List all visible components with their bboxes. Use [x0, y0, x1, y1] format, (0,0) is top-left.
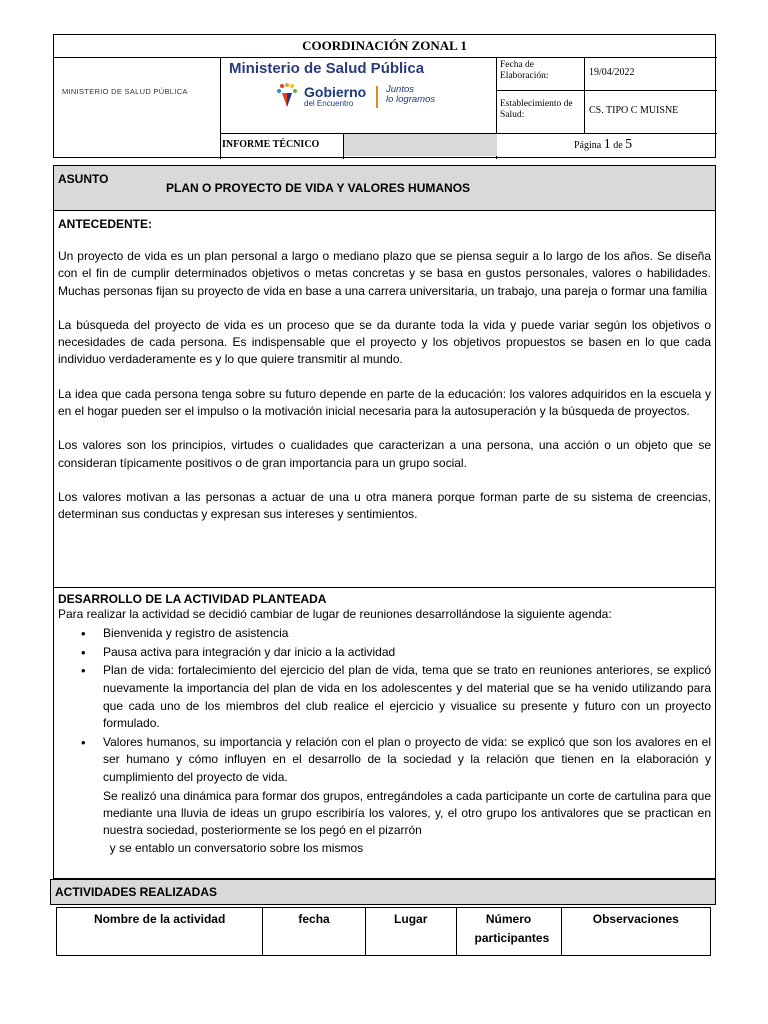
column-header-nombre: Nombre de la actividad [57, 908, 263, 955]
antecedente-paragraph: La búsqueda del proyecto de vida es un proceso que se da durante toda la vida y puede variar según los objetivos o necesidades de cada persona. Es indispensable que el proyecto y los objetivos propuestos se basen en lo que cada individuo verdaderamente es y lo que quiere transmitir al mundo. [58, 317, 711, 367]
asunto-row [54, 166, 715, 211]
header-divider [54, 57, 717, 58]
ministerio-logo-text: Ministerio de Salud Pública [229, 60, 425, 77]
pagina-total: 5 [625, 137, 633, 152]
coordinacion-title: COORDINACIÓN ZONAL 1 [302, 38, 467, 53]
gobierno-logo [276, 83, 466, 119]
column-header-fecha: fecha [263, 908, 366, 955]
antecedente-paragraph: Los valores motivan a las personas a actuar de una u otra manera porque forman parte de su sistema de creencias, determinan sus conductas y expresan sus intereses y sentimientos. [58, 489, 711, 522]
desarrollo-heading: DESARROLLO DE LA ACTIVIDAD PLANTEADA [58, 592, 327, 606]
agenda-list [58, 625, 711, 786]
column-header-observaciones: Observaciones [592, 912, 679, 926]
desarrollo-section [54, 588, 715, 857]
header-divider [584, 57, 585, 133]
actividades-heading: ACTIVIDADES REALIZADAS [55, 885, 218, 899]
header-divider [220, 57, 221, 159]
fecha-value: 19/04/2022 [589, 67, 635, 78]
gobierno-star-icon [276, 83, 298, 113]
actividades-table [56, 907, 711, 956]
desarrollo-closing: y se entablo un conversatorio sobre los mismos [103, 840, 364, 855]
antecedente-paragraph: Los valores son los principios, virtudes o cualidades que caracterizan a una persona, una acción o un objeto que se consideran típicamente positivos o de gran importancia para un grupo social. [58, 438, 711, 470]
agenda-item: • Valores humanos, su importancia y relación con el plan o proyecto de vida: se explicó que son los avalores en el ser humano y cómo influyen en el desarrollo de la sociedad y la relación que tienen en la elaboración y cumplimiento del proyecto de vida. [103, 734, 711, 787]
pagina-indicator [574, 137, 632, 153]
antecedente-paragraph: Un proyecto de vida es un plan personal a largo o mediano plazo que se piensa seguir a lo largo de los años. Se diseña con el fin de cumplir determinados objetivos o metas concretas y se basa en gustos personales, valores o habilidades. Muchas personas fijan su proyecto de vida en base a una carrera universitaria, un trabajo, una pareja o formar una familia [58, 249, 711, 298]
header-divider [496, 90, 717, 91]
agenda-item: • Bienvenida y registro de asistencia [103, 625, 711, 643]
pagina-num: 1 [603, 137, 611, 152]
establecimiento-value: CS. TIPO C MUISNE [589, 105, 679, 116]
column-header-participantes: Número participantes [457, 908, 562, 955]
informe-tecnico: INFORME TÉCNICO [222, 139, 320, 150]
agenda-item: • Plan de vida: fortalecimiento del ejercicio del plan de vida, tema que se trato en reuniones anteriores, se explicó nuevamente la importancia del plan de vida en los adolescentes y del material que se ha venido utilizando para que cada uno de los miembros del club realice el ejercicio y visualice su presente y futuro con un proyecto formulado. [103, 662, 711, 732]
document-header [53, 34, 716, 158]
gobierno-tagline-2: lo logramos [386, 94, 436, 105]
asunto-label: ASUNTO [58, 172, 109, 186]
asunto-value: PLAN O PROYECTO DE VIDA Y VALORES HUMANOS [166, 181, 471, 195]
ministerio-small-text: MINISTERIO DE SALUD PÚBLICA [62, 87, 188, 96]
antecedente-section [54, 211, 715, 588]
header-grey-cell [344, 134, 497, 156]
desarrollo-intro: Para realizar la actividad se decidió cambiar de lugar de reuniones desarrollándose la siguiente agenda: [58, 607, 612, 621]
fecha-label: Fecha de Elaboración: [500, 60, 549, 81]
desarrollo-continuation: Se realizó una dinámica para formar dos grupos, entregándoles a cada participante un corte de cartulina para que mediante una lluvia de ideas un grupo escribiría los valores, y, el otro grupo los antivalores que se practican en nuestra sociedad, posteriormente se los pegó en el pizarrón [103, 788, 711, 838]
antecedente-heading: ANTECEDENTE: [58, 217, 153, 231]
pagina-label: Página [574, 140, 602, 151]
actividades-heading-row [50, 879, 716, 905]
agenda-item: • Pausa activa para integración y dar inicio a la actividad [103, 644, 711, 662]
gobierno-name: Gobierno [304, 84, 367, 100]
gobierno-divider [376, 86, 378, 108]
column-header-lugar: Lugar [366, 908, 457, 955]
antecedente-paragraph: La idea que cada persona tenga sobre su futuro depende en parte de la educación: los valores adquiridos en la escuela y en el hogar pueden ser el impulso o la motivación inicial necesaria para la autosuperación y la búsqueda de proyectos. [58, 386, 711, 419]
gobierno-tagline [386, 85, 435, 105]
pagina-de: de [613, 140, 623, 151]
gobierno-tagline-1: Juntos [386, 84, 414, 95]
report-body [53, 165, 716, 879]
gobierno-sub: del Encuentro [304, 99, 354, 108]
establecimiento-label: Establecimiento de Salud: [500, 99, 573, 120]
